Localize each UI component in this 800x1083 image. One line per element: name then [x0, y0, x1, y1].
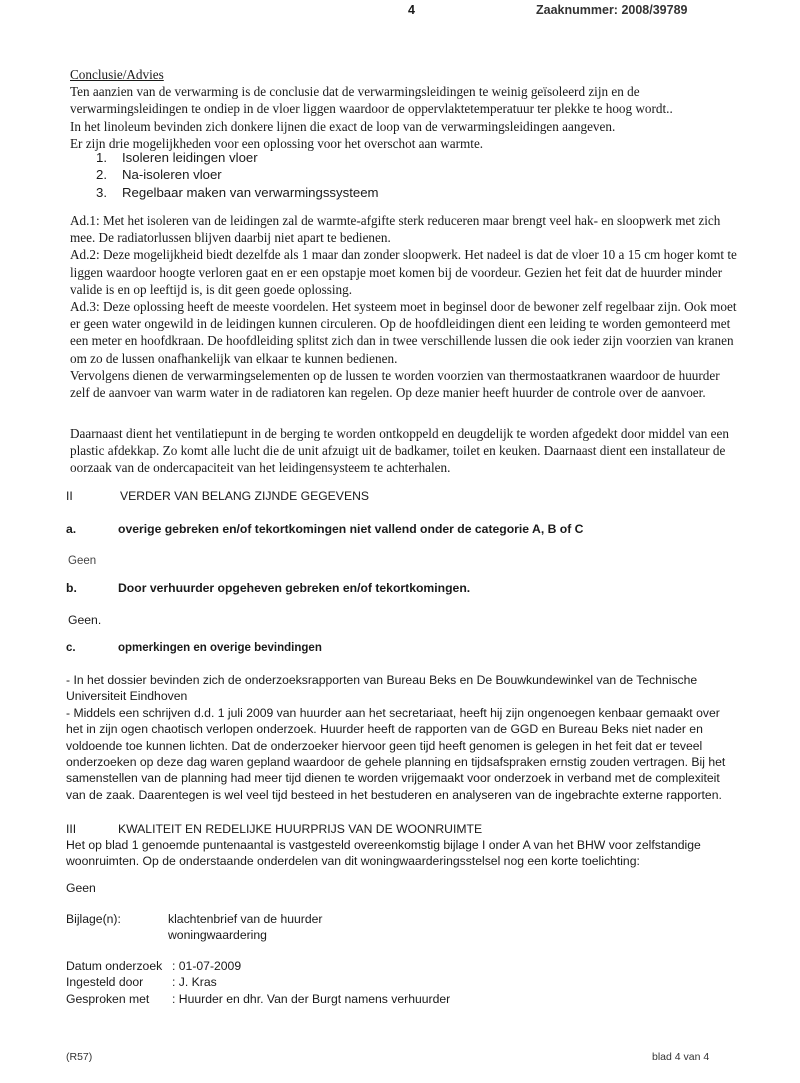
detail-row [66, 974, 450, 990]
vervolgens-paragraph: Vervolgens dienen de verwarmingselementen op de lussen te worden voorzien van thermostaatkranen waardoor de huurder zelf de aanvoer van warm water in de radiatoren kan regelen. Op deze manier heeft huurder de controle over de aanvoer. [70, 367, 720, 401]
list-item: 2. Na-isoleren vloer [96, 167, 222, 183]
list-item: 1. Isoleren leidingen vloer [96, 150, 258, 165]
advice-section [70, 212, 738, 401]
detail-label: Datum onderzoek [66, 959, 163, 973]
remark-paragraph: - Middels een schrijven d.d. 1 juli 2009 van huurder aan het secretariaat, heeft hij zijn ongenoegen kenbaar gemaakt over het in zijn ogen chaotisch verlopen onderzoek. Huurder heeft de rapporten van de GGD en Bureau Beks niet nader en voldoende toe kunnen lichten. Dat de onderzoeker hiervoor geen tijd heeft genomen is gelegen in het feit dat er teveel onderzoeken op deze dag waren gepland waardoor de gehele planning en tijdsafspraken ernstig zouden vertragen. Bij het samenstellen van de planning had meer tijd dienen te worden vrijgemaakt voor onderzoek in verband met de complexiteit van de zaak. Daarentegen is wel veel tijd besteed in het bestuderen en analyseren van de ingebrachte externe rapporten. [66, 705, 726, 802]
section-3-value: Geen [66, 881, 96, 895]
daarnaast-paragraph: Daarnaast dient het ventilatiepunt in de berging te worden ontkoppeld en deugdelijk te worden afgedekt door middel van een plastic afdekkap. Zo komt alle lucht die de unit afzuigt uit de badkamer, toilet en keuken. Daarnaast dient een installateur de oorzaak van de ondercapaciteit van het leidingensysteem te achterhalen. [70, 426, 729, 476]
conclusion-paragraph: In het linoleum bevinden zich donkere lijnen die exact de loop van de verwarmingsleidingen aangeven. [70, 118, 616, 134]
section-2-title: VERDER VAN BELANG ZIJNDE GEGEVENS [120, 489, 369, 503]
conclusion-section [70, 66, 736, 152]
remarks-block [66, 672, 738, 803]
conclusion-paragraph: Er zijn drie mogelijkheden voor een oplossing voor het overschot aan warmte. [70, 135, 484, 151]
footer-code: (R57) [66, 1051, 93, 1063]
detail-row [66, 991, 450, 1007]
detail-label: Ingesteld door [66, 975, 144, 990]
attachments-label: Bijlage(n): [66, 912, 121, 926]
attachments-list [168, 911, 322, 944]
section-3-title: KWALITEIT EN REDELIJKE HUURPRIJS VAN DE WOONRUIMTE [118, 822, 483, 836]
conclusion-paragraph: Ten aanzien van de verwarming is de conclusie dat de verwarmingsleidingen te weinig geïsoleerd zijn en de verwarmingsleidingen te ondiep in de vloer liggen waardoor de oppervlaktetemperatuur ter plekke te hoog wordt.. [70, 84, 673, 117]
detail-value: : J. Kras [172, 975, 217, 990]
item-a-title: overige gebreken en/of tekortkomingen niet vallend onder de categorie A, B of C [118, 522, 584, 536]
detail-value: : 01-07-2009 [172, 959, 242, 973]
ad1-paragraph: Ad.1: Met het isoleren van de leidingen zal de warmte-afgifte sterk reduceren maar brengt veel hak- en sloopwerk met zich mee. De radiatorlussen blijven daarbij niet apart te bedienen. [70, 213, 721, 246]
item-c-title: opmerkingen en overige bevindingen [118, 642, 322, 654]
section-2-number: II [66, 489, 73, 503]
detail-row [66, 958, 450, 974]
attachment-item: woningwaardering [168, 928, 267, 943]
list-item: 3. Regelbaar maken van verwarmingssysteem [96, 184, 379, 200]
item-a-value: Geen [68, 555, 97, 567]
conclusion-heading: Conclusie/Advies [70, 67, 164, 82]
detail-label: Gesproken met [66, 991, 150, 1006]
footer-page: blad 4 van 4 [652, 1051, 710, 1063]
item-c-label: c. [66, 642, 76, 654]
item-b-label: b. [66, 581, 77, 595]
ad2-paragraph: Ad.2: Deze mogelijkheid biedt dezelfde als 1 maar dan zonder sloopwerk. Het nadeel is dat de vloer 10 a 15 cm hoger komt te liggen waardoor hoogte verloren gaat en er een opstapje moet komen bij de voordeur. Gezien het feit dat de huurder minder valide is en op leeftijd is, is dit geen goede oplossing. [70, 247, 737, 297]
case-number: Zaaknummer: 2008/39789 [536, 3, 688, 17]
item-a-label: a. [66, 522, 77, 536]
page-number: 4 [408, 3, 415, 17]
detail-value: : Huurder en dhr. Van der Burgt namens verhuurder [172, 991, 451, 1006]
details-block [66, 958, 450, 1007]
ad3-paragraph: Ad.3: Deze oplossing heeft de meeste voordelen. Het systeem moet in beginsel door de bewoner zelf regelbaar zijn. Ook moet er geen water ongewild in de leidingen kunnen circuleren. Op de hoofdleidingen dient een leiding te worden gemonteerd met een meter en hoofdkraan. De hoofdleiding splitst zich dan in twee verschillende lussen die ook ieder zijn voorzien van kranen om zo de lussen onafhankelijk van elkaar te kunnen bedienen. [70, 299, 737, 366]
section-3-number: III [66, 822, 77, 836]
remark-paragraph: - In het dossier bevinden zich de onderzoeksrapporten van Bureau Beks en De Bouwkundewinkel van de Technische Universiteit Eindhoven [66, 673, 698, 704]
section-3-paragraph: Het op blad 1 genoemde puntenaantal is vastgesteld overeenkomstig bijlage I onder A van het BHW voor zelfstandige woonruimten. Op de onderstaande onderdelen van dit woningwaarderingsstelsel nog een korte toelichting: [66, 838, 701, 869]
attachment-item: klachtenbrief van de huurder [168, 912, 323, 926]
item-b-title: Door verhuurder opgeheven gebreken en/of tekortkomingen. [118, 581, 471, 595]
item-b-value: Geen. [68, 613, 102, 627]
options-list [96, 149, 379, 201]
